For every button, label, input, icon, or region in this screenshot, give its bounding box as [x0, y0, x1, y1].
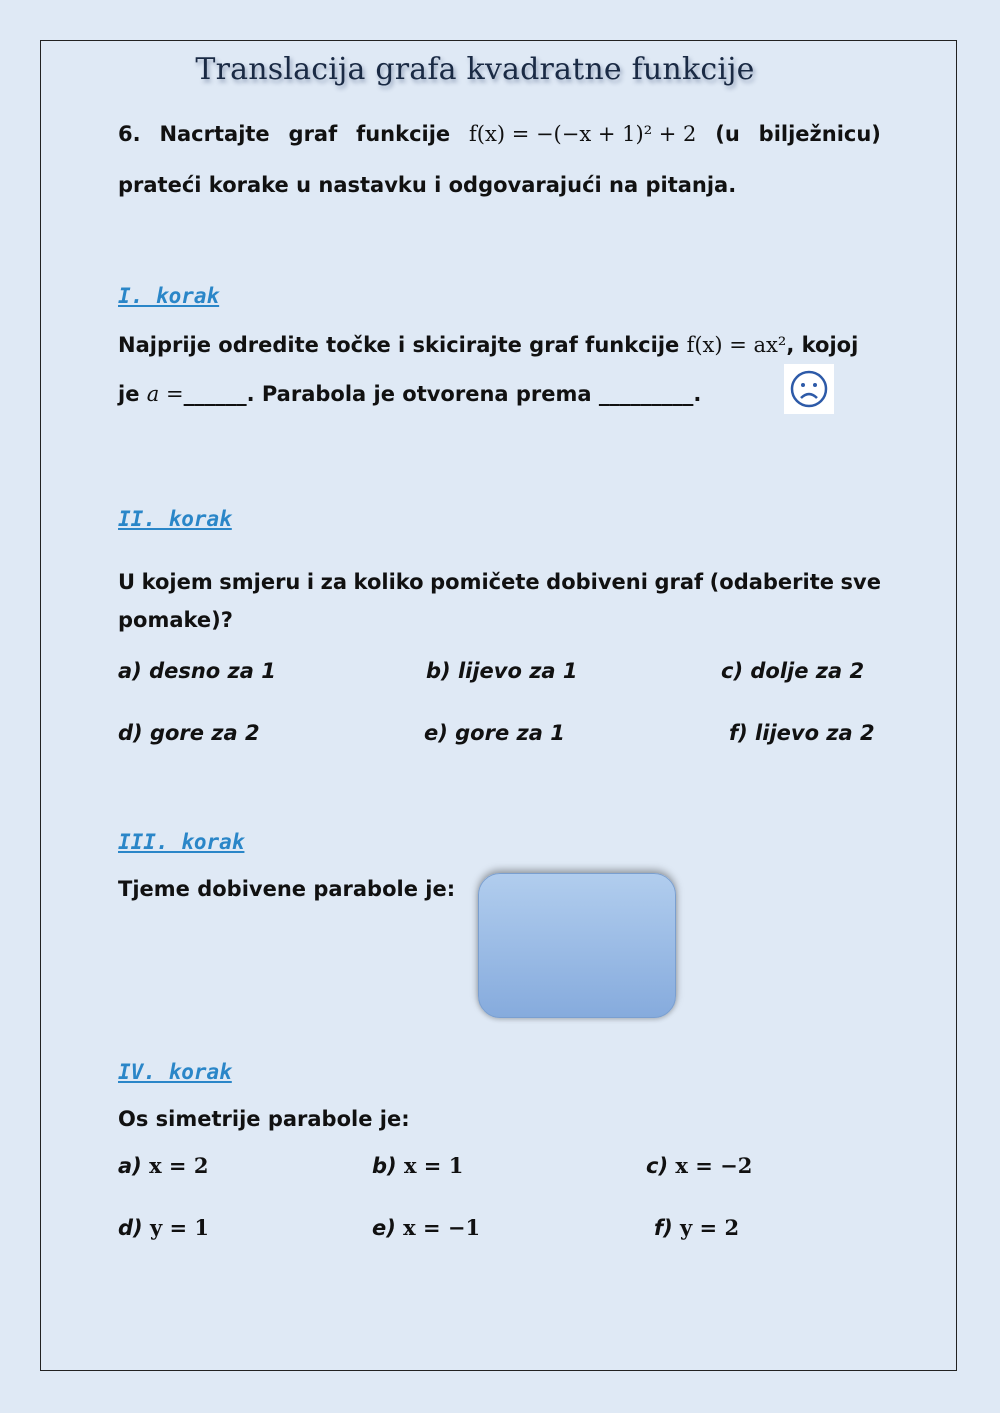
- step3-text: Tjeme dobivene parabole je:: [118, 877, 456, 901]
- task-word: funkcije: [356, 122, 451, 146]
- sad-face-icon[interactable]: [784, 364, 834, 414]
- axis-option-e[interactable]: [372, 1215, 480, 1240]
- step1-var-a: a =: [146, 382, 184, 406]
- option-prefix: f): [654, 1216, 673, 1240]
- question-word: kojem: [141, 570, 213, 594]
- step1-line-2: [118, 382, 701, 406]
- step1-text: .: [693, 382, 702, 406]
- task-word: (u: [715, 122, 740, 146]
- shift-option-e[interactable]: e) gore za 1: [424, 721, 565, 745]
- option-expression: x = −2: [675, 1153, 753, 1178]
- shift-option-f[interactable]: f) lijevo za 2: [729, 721, 875, 745]
- step1-text: je: [118, 382, 140, 406]
- step1-formula: f(x) = ax²: [686, 333, 787, 357]
- vertex-answer-box[interactable]: [478, 873, 676, 1018]
- option-prefix: c): [646, 1154, 669, 1178]
- axis-option-d[interactable]: [118, 1215, 209, 1240]
- axis-option-f[interactable]: [654, 1215, 739, 1240]
- option-expression: y = 1: [149, 1215, 209, 1240]
- question-word: smjeru: [219, 570, 301, 594]
- task-number: 6.: [118, 122, 141, 146]
- option-expression: y = 2: [680, 1215, 740, 1240]
- shift-option-c[interactable]: c) dolje za 2: [721, 659, 865, 683]
- question-word: pomičete: [430, 570, 540, 594]
- option-prefix: b): [372, 1154, 397, 1178]
- step1-line-1: [118, 333, 858, 357]
- question-word: graf: [654, 570, 704, 594]
- step1-text: , kojoj: [786, 333, 859, 357]
- question-word: (odaberite: [709, 570, 835, 594]
- step3-heading: III. korak: [118, 830, 245, 854]
- step2-question-line-2: pomake)?: [118, 608, 233, 632]
- task-formula: f(x) = −(−x + 1)² + 2: [469, 122, 697, 146]
- task-line-1: [118, 122, 881, 146]
- step4-heading: IV. korak: [118, 1060, 232, 1084]
- axis-option-a[interactable]: [118, 1153, 208, 1178]
- option-prefix: a): [118, 1154, 142, 1178]
- step4-text: Os simetrije parabole je:: [118, 1107, 410, 1131]
- sad-face-icon: [789, 369, 829, 409]
- option-expression: x = −1: [403, 1215, 481, 1240]
- page-title: Translacija grafa kvadratne funkcije: [195, 52, 755, 87]
- step1-heading: I. korak: [118, 284, 220, 308]
- question-word: U: [118, 570, 136, 594]
- shift-option-d[interactable]: d) gore za 2: [118, 721, 260, 745]
- shift-option-b[interactable]: b) lijevo za 1: [426, 659, 578, 683]
- question-word: i: [306, 570, 315, 594]
- step1-text: . Parabola je otvorena prema: [246, 382, 592, 406]
- question-word: dobiveni: [546, 570, 648, 594]
- question-word: sve: [840, 570, 881, 594]
- task-word: bilježnicu): [758, 122, 881, 146]
- axis-option-c[interactable]: [646, 1153, 752, 1178]
- option-prefix: d): [118, 1216, 143, 1240]
- task-line-2: prateći korake u nastavku i odgovarajući na pitanja.: [118, 173, 737, 197]
- option-expression: x = 1: [403, 1153, 464, 1178]
- task-word: Nacrtajte: [159, 122, 270, 146]
- step1-text: Najprije odredite točke i skicirajte graf funkcije: [118, 333, 680, 357]
- question-word: za: [320, 570, 348, 594]
- option-prefix: e): [372, 1216, 396, 1240]
- answer-blank-direction[interactable]: _________: [598, 382, 694, 406]
- option-expression: x = 2: [149, 1153, 209, 1178]
- answer-blank-a[interactable]: ______: [183, 382, 247, 406]
- question-word: koliko: [353, 570, 424, 594]
- shift-option-a[interactable]: a) desno za 1: [118, 659, 276, 683]
- step2-heading: II. korak: [118, 507, 232, 531]
- axis-option-b[interactable]: [372, 1153, 463, 1178]
- task-word: graf: [288, 122, 338, 146]
- step2-question-line-1: [118, 570, 881, 594]
